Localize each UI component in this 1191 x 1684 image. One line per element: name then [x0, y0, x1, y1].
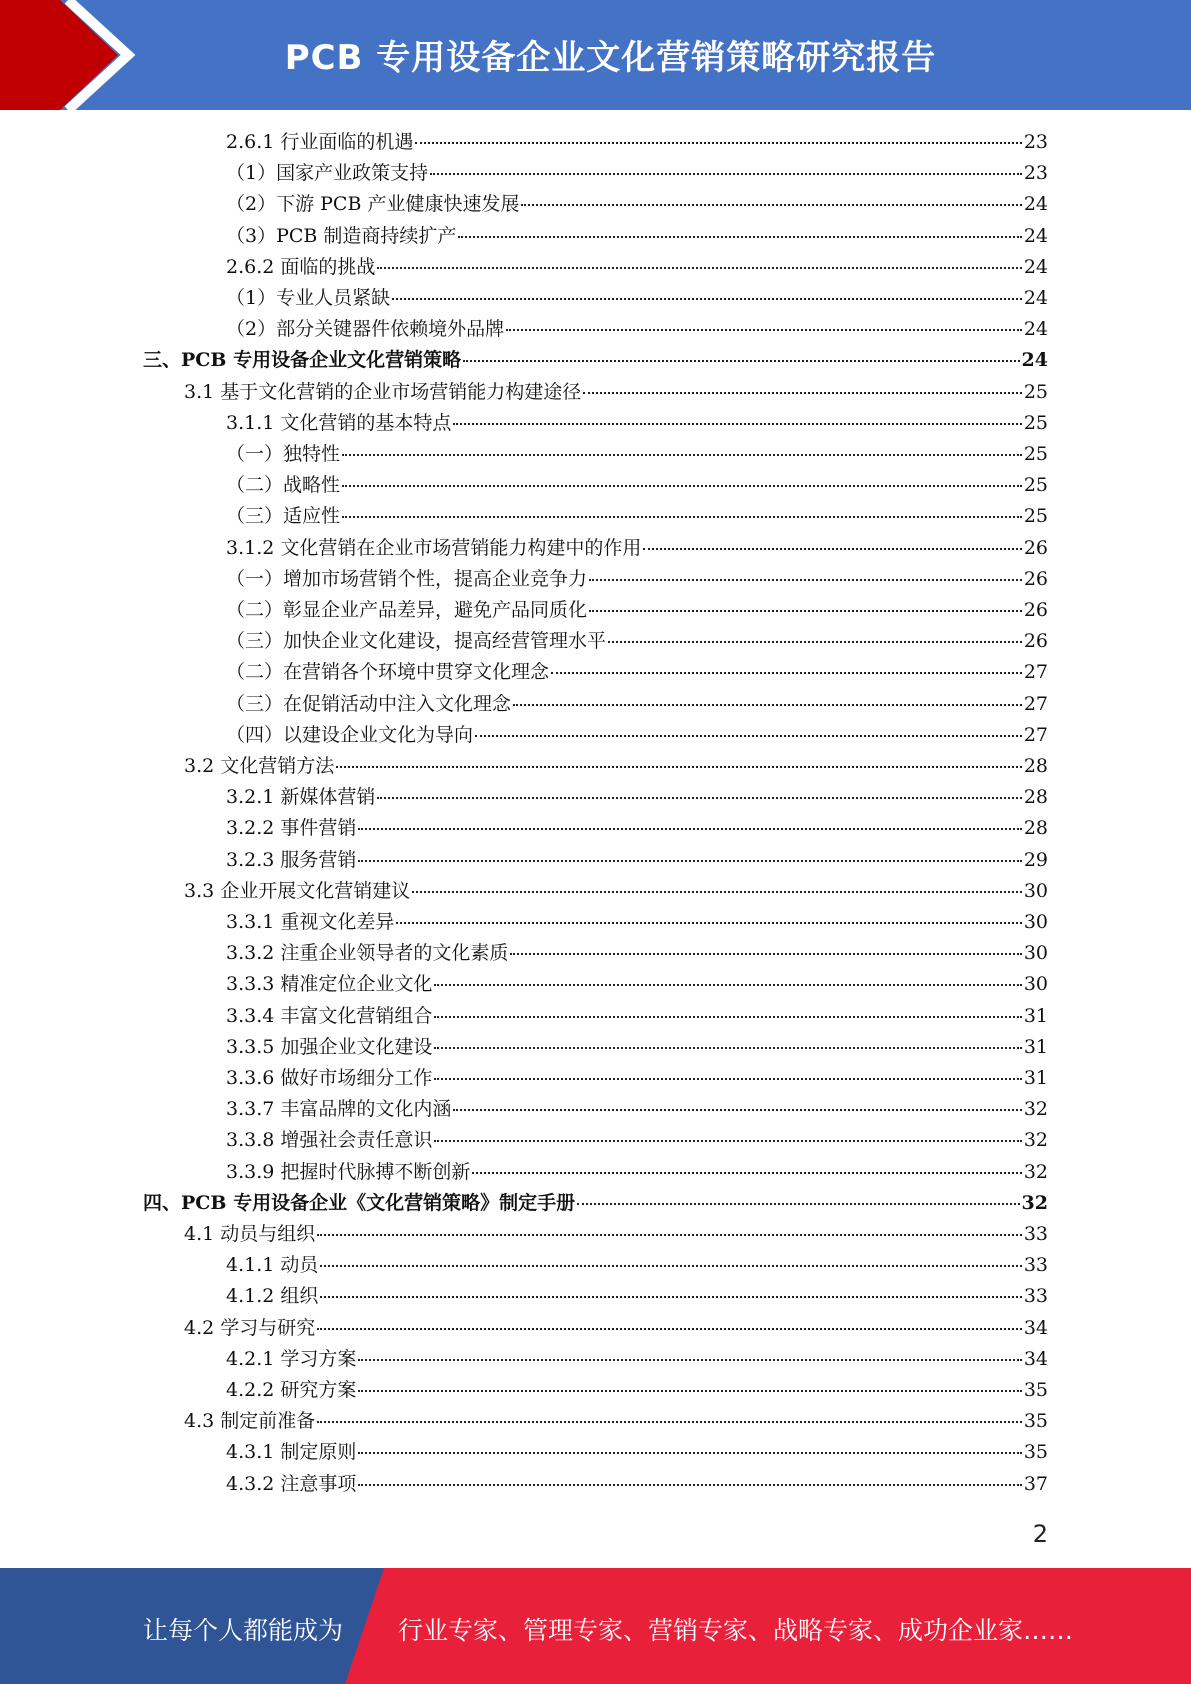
toc-leader-dots	[643, 548, 1021, 550]
toc-entry-page: 26	[1023, 567, 1048, 590]
toc-leader-dots	[317, 1234, 1022, 1236]
toc-leader-dots	[396, 922, 1021, 924]
toc-entry[interactable]	[226, 1063, 1048, 1094]
toc-entry-page: 25	[1023, 443, 1048, 465]
toc-entry-page: 25	[1023, 474, 1048, 497]
toc-entry-page: 24	[1023, 287, 1048, 309]
toc-entry[interactable]	[226, 1001, 1048, 1032]
toc-leader-dots	[358, 1390, 1021, 1392]
toc-leader-dots	[510, 953, 1021, 955]
toc-entry-page: 32	[1023, 1129, 1048, 1152]
toc-entry[interactable]	[226, 439, 1048, 470]
toc-leader-dots	[608, 641, 1022, 643]
toc-entry-label: 3.3.6 做好市场细分工作	[226, 1067, 433, 1089]
toc-entry-page: 27	[1023, 723, 1048, 746]
toc-entry[interactable]	[226, 1344, 1048, 1375]
toc-entry-label: 4.1 动员与组织	[184, 1223, 316, 1245]
toc-entry[interactable]	[143, 1188, 1048, 1219]
toc-entry[interactable]	[226, 252, 1048, 283]
toc-entry[interactable]	[226, 127, 1048, 158]
toc-entry-page: 33	[1023, 1285, 1048, 1308]
toc-entry-page: 27	[1023, 661, 1048, 684]
toc-leader-dots	[472, 1172, 1021, 1174]
toc-entry-page: 35	[1023, 1410, 1048, 1433]
toc-entry-label: 2.6.2 面临的挑战	[226, 255, 376, 278]
toc-entry-page: 25	[1023, 380, 1048, 403]
toc-entry-label: 3.1 基于文化营销的企业市场营销能力构建途径	[184, 380, 582, 403]
toc-entry-page: 23	[1023, 131, 1048, 153]
toc-entry-label: （三）加快企业文化建设，提高经营管理水平	[226, 630, 607, 653]
toc-entry-page: 35	[1023, 1441, 1048, 1464]
toc-leader-dots	[336, 766, 1022, 768]
toc-entry-label: 4.1.2 组织	[226, 1285, 319, 1308]
toc-entry-label: （1）国家产业政策支持	[226, 162, 429, 185]
toc-entry[interactable]	[226, 657, 1048, 688]
toc-entry-page: 23	[1023, 162, 1048, 185]
toc-leader-dots	[434, 984, 1021, 986]
toc-leader-dots	[317, 1328, 1022, 1330]
toc-entry[interactable]	[226, 1469, 1048, 1500]
toc-leader-dots	[342, 485, 1022, 487]
toc-entry[interactable]	[226, 845, 1048, 876]
toc-entry-page: 32	[1023, 1160, 1048, 1183]
toc-entry[interactable]	[184, 876, 1048, 907]
toc-leader-dots	[392, 298, 1022, 300]
toc-entry-page: 24	[1021, 349, 1048, 372]
toc-leader-dots	[342, 516, 1022, 518]
toc-entry[interactable]	[226, 813, 1048, 844]
toc-entry-page: 25	[1023, 411, 1048, 434]
toc-entry[interactable]	[226, 969, 1048, 1000]
toc-entry-label: （三）在促销活动中注入文化理念	[226, 692, 512, 715]
toc-entry[interactable]	[226, 189, 1048, 220]
toc-leader-dots	[475, 735, 1022, 737]
toc-entry-page: 34	[1023, 1316, 1048, 1339]
toc-leader-dots	[358, 1452, 1021, 1454]
toc-leader-dots	[430, 173, 1022, 175]
toc-entry-page: 26	[1023, 599, 1048, 621]
toc-entry-page: 28	[1023, 755, 1048, 777]
toc-entry-label: 4.1.1 动员	[226, 1254, 319, 1277]
toc-leader-dots	[583, 392, 1022, 394]
toc-entry-page: 29	[1023, 848, 1048, 871]
toc-leader-dots	[358, 1484, 1021, 1486]
toc-entry-page: 34	[1023, 1347, 1048, 1370]
toc-entry[interactable]	[226, 907, 1048, 938]
toc-entry-label: 3.3.3 精准定位企业文化	[226, 973, 433, 996]
toc-entry-page: 32	[1023, 1098, 1048, 1121]
toc-entry[interactable]	[226, 1375, 1048, 1406]
toc-entry-label: （一）独特性	[226, 443, 341, 465]
toc-entry-label: （一）增加市场营销个性，提高企业竞争力	[226, 567, 588, 590]
toc-leader-dots	[415, 142, 1021, 144]
toc-entry-page: 30	[1023, 879, 1048, 902]
toc-entry-label: 3.3.4 丰富文化营销组合	[226, 1004, 433, 1027]
toc-entry-label: 3.2.3 服务营销	[226, 848, 357, 871]
toc-entry-label: 3.3.8 增强社会责任意识	[226, 1129, 433, 1152]
toc-leader-dots	[358, 828, 1021, 830]
page-header	[0, 0, 1191, 110]
toc-leader-dots	[589, 610, 1022, 612]
toc-entry-page: 24	[1023, 193, 1048, 216]
toc-entry[interactable]	[226, 314, 1048, 345]
toc-leader-dots	[521, 204, 1021, 206]
toc-entry-page: 30	[1023, 942, 1048, 965]
toc-entry[interactable]	[226, 1250, 1048, 1281]
toc-entry[interactable]	[226, 720, 1048, 751]
toc-entry-page: 27	[1023, 692, 1048, 715]
toc-entry-label: 3.1.2 文化营销在企业市场营销能力构建中的作用	[226, 536, 642, 559]
toc-entry[interactable]	[184, 1313, 1048, 1344]
toc-entry-page: 28	[1023, 817, 1048, 840]
toc-entry-label: 4.3 制定前准备	[184, 1410, 316, 1433]
toc-entry-page: 32	[1021, 1191, 1048, 1214]
toc-entry-page: 24	[1023, 255, 1048, 278]
toc-entry-page: 31	[1023, 1035, 1048, 1058]
toc-entry-page: 28	[1023, 786, 1048, 809]
toc-entry-page: 25	[1023, 505, 1048, 528]
toc-entry-page: 30	[1023, 973, 1048, 996]
toc-entry[interactable]	[226, 470, 1048, 501]
toc-leader-dots	[551, 672, 1022, 674]
toc-entry-page: 24	[1023, 318, 1048, 341]
toc-leader-dots	[589, 579, 1022, 581]
toc-entry[interactable]	[143, 345, 1048, 376]
page-footer	[0, 1568, 1191, 1684]
toc-entry-label: （1）专业人员紧缺	[226, 287, 391, 309]
toc-entry[interactable]	[226, 938, 1048, 969]
toc-entry-label: （二）在营销各个环境中贯穿文化理念	[226, 661, 550, 684]
toc-entry[interactable]	[226, 626, 1048, 657]
footer-slogan-left: 让每个人都能成为	[143, 1616, 344, 1645]
toc-entry[interactable]	[226, 221, 1048, 252]
toc-entry[interactable]	[184, 1406, 1048, 1437]
toc-leader-dots	[463, 360, 1019, 362]
toc-leader-dots	[377, 797, 1021, 799]
toc-entry-label: 4.2 学习与研究	[184, 1316, 316, 1339]
toc-entry-page: 35	[1023, 1379, 1048, 1401]
toc-entry-label: 3.2.1 新媒体营销	[226, 786, 376, 809]
toc-leader-dots	[513, 704, 1022, 706]
toc-entry[interactable]	[226, 1157, 1048, 1188]
toc-entry-label: 2.6.1 行业面临的机遇	[226, 131, 414, 153]
toc-leader-dots	[458, 236, 1021, 238]
toc-entry[interactable]	[226, 1032, 1048, 1063]
toc-entry-label: 3.2.2 事件营销	[226, 817, 357, 840]
toc-entry[interactable]	[226, 408, 1048, 439]
toc-entry-label: 3.1.1 文化营销的基本特点	[226, 411, 452, 434]
toc-entry-page: 31	[1023, 1067, 1048, 1089]
toc-leader-dots	[412, 891, 1022, 893]
toc-entry[interactable]	[226, 595, 1048, 626]
toc-leader-dots	[320, 1265, 1021, 1267]
toc-entry-page: 26	[1023, 630, 1048, 653]
toc-leader-dots	[434, 1140, 1021, 1142]
toc-entry[interactable]	[184, 1219, 1048, 1250]
toc-leader-dots	[342, 454, 1022, 456]
report-title: PCB 专用设备企业文化营销策略研究报告	[284, 38, 937, 78]
toc-leader-dots	[317, 1421, 1022, 1423]
toc-leader-dots	[377, 267, 1021, 269]
toc-entry-page: 33	[1023, 1223, 1048, 1245]
toc-entry-label: 3.3.7 丰富品牌的文化内涵	[226, 1098, 452, 1121]
toc-entry-page: 30	[1023, 911, 1048, 933]
footer-slogan-right: 行业专家、管理专家、营销专家、战略专家、成功企业家……	[398, 1616, 1074, 1645]
toc-entry[interactable]	[226, 689, 1048, 720]
toc-entry[interactable]	[184, 377, 1048, 408]
toc-entry-label: （四）以建设企业文化为导向	[226, 723, 474, 746]
page-number: 2	[1032, 1520, 1048, 1548]
toc-entry-label: 4.3.1 制定原则	[226, 1441, 357, 1464]
toc-entry-label: 3.3 企业开展文化营销建议	[184, 879, 411, 902]
toc-entry-label: 3.3.9 把握时代脉搏不断创新	[226, 1160, 471, 1183]
toc-entry-label: （3）PCB 制造商持续扩产	[226, 224, 457, 247]
toc-leader-dots	[577, 1203, 1019, 1205]
toc-leader-dots	[320, 1296, 1021, 1298]
toc-entry-page: 26	[1023, 536, 1048, 559]
toc-leader-dots	[453, 1109, 1021, 1111]
toc-entry[interactable]	[226, 782, 1048, 813]
toc-entry-label: 4.2.2 研究方案	[226, 1379, 357, 1401]
toc-entry[interactable]	[226, 1437, 1048, 1468]
toc-leader-dots	[434, 1016, 1021, 1018]
toc-entry-label: 3.3.5 加强企业文化建设	[226, 1035, 433, 1058]
toc-entry-label: 3.3.1 重视文化差异	[226, 911, 395, 933]
toc-entry[interactable]	[226, 1125, 1048, 1156]
toc-entry-label: 3.2 文化营销方法	[184, 755, 335, 777]
toc-entry[interactable]	[226, 533, 1048, 564]
toc-entry-label: 三、PCB 专用设备企业文化营销策略	[143, 349, 462, 372]
toc-entry-label: （三）适应性	[226, 505, 341, 528]
toc-entry-label: 3.3.2 注重企业领导者的文化素质	[226, 942, 509, 965]
toc-entry-label: 4.2.1 学习方案	[226, 1347, 357, 1370]
toc-entry[interactable]	[226, 1094, 1048, 1125]
toc-entry-page: 24	[1023, 224, 1048, 247]
toc-entry[interactable]	[226, 158, 1048, 189]
toc-entry-label: （二）战略性	[226, 474, 341, 497]
toc-entry[interactable]	[226, 283, 1048, 314]
toc-leader-dots	[453, 423, 1021, 425]
toc-entry-label: 4.3.2 注意事项	[226, 1472, 357, 1495]
toc-entry-label: （2）部分关键器件依赖境外品牌	[226, 318, 505, 341]
toc-entry-label: （2）下游 PCB 产业健康快速发展	[226, 193, 520, 216]
toc-leader-dots	[434, 1047, 1021, 1049]
toc-entry-page: 31	[1023, 1004, 1048, 1027]
toc-entry-page: 37	[1023, 1472, 1048, 1495]
toc-entry-label: （二）彰显企业产品差异，避免产品同质化	[226, 599, 588, 621]
toc-entry[interactable]	[184, 751, 1048, 782]
toc-leader-dots	[506, 329, 1022, 331]
toc-leader-dots	[358, 860, 1021, 862]
toc-entry[interactable]	[226, 501, 1048, 532]
toc-entry-label: 四、PCB 专用设备企业《文化营销策略》制定手册	[143, 1191, 576, 1214]
toc-leader-dots	[358, 1359, 1021, 1361]
toc-entry[interactable]	[226, 1281, 1048, 1312]
toc-leader-dots	[434, 1078, 1021, 1080]
toc-entry[interactable]	[226, 564, 1048, 595]
toc-entry-page: 33	[1023, 1254, 1048, 1277]
